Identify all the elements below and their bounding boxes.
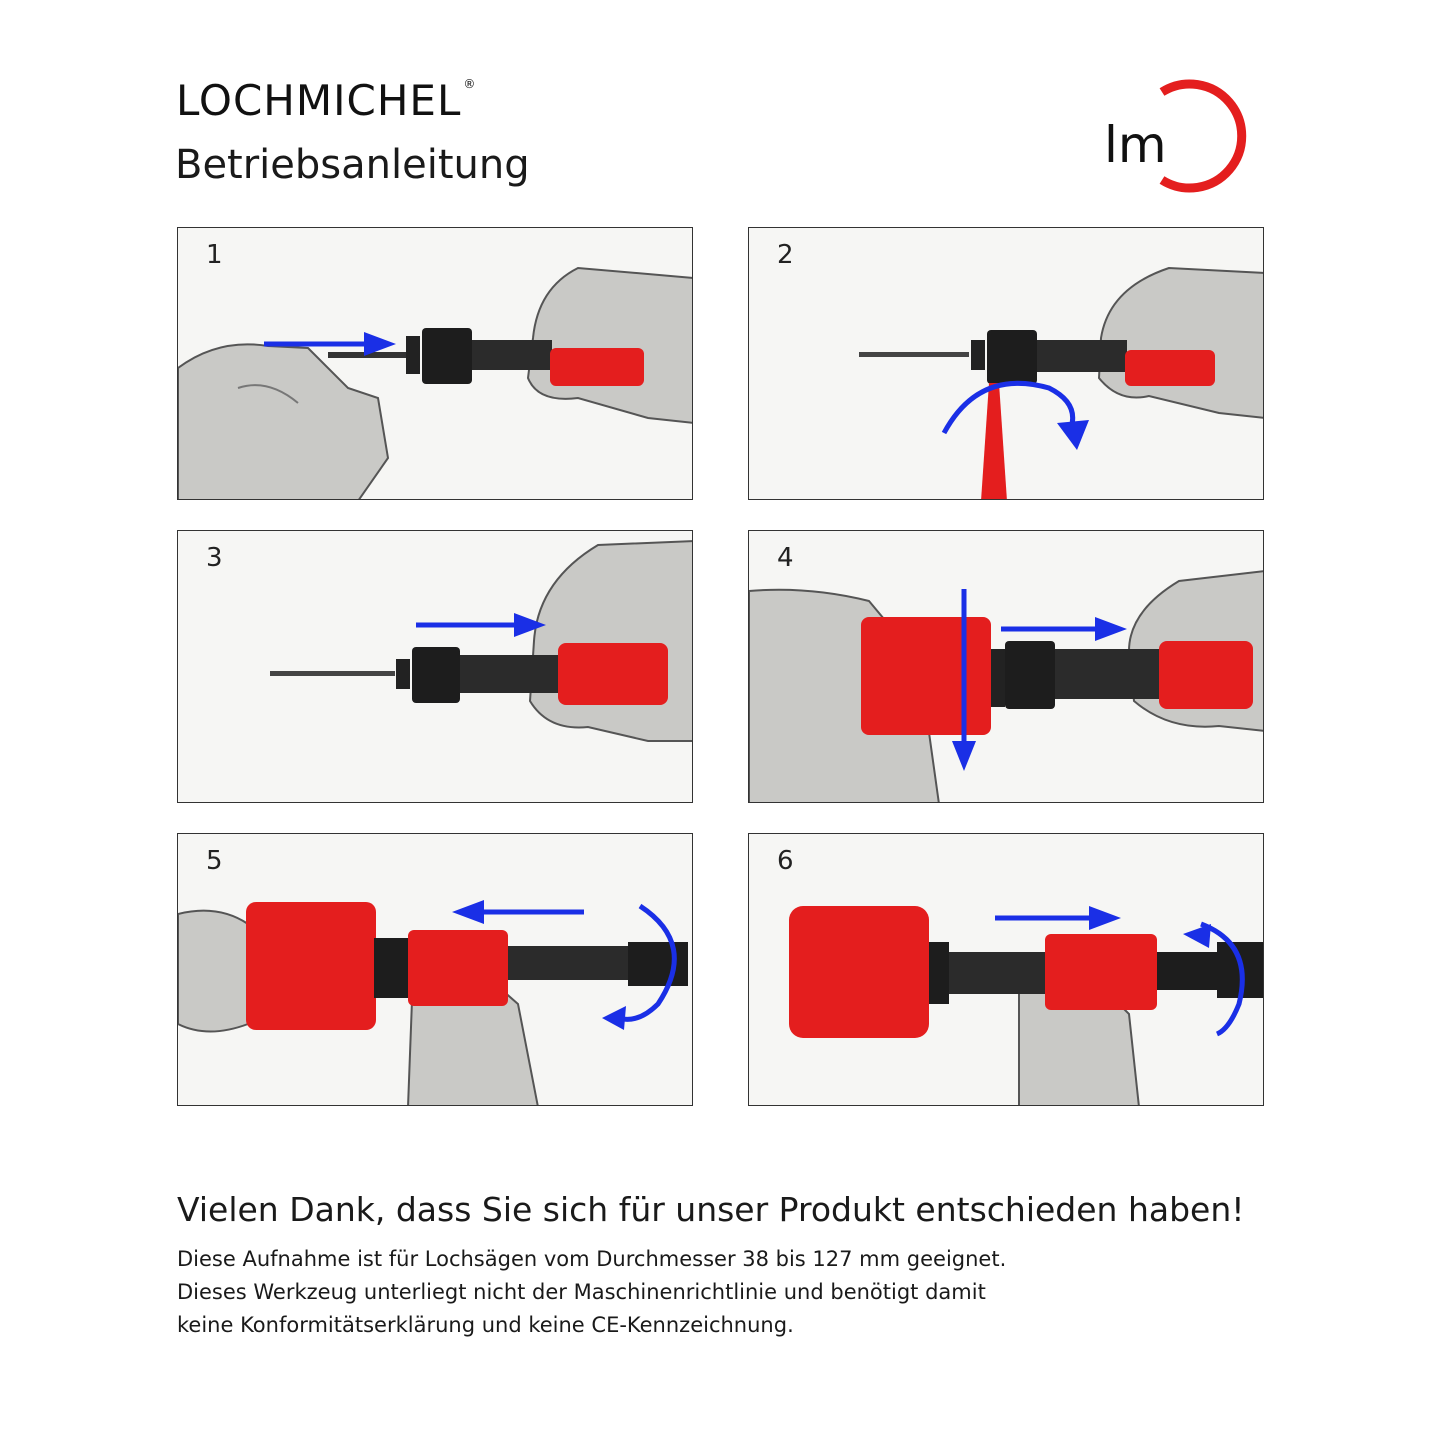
step-number: 6 [777,846,794,876]
step-panel-4 [748,530,1264,803]
brand-name: LOCHMICHEL [176,76,462,125]
registered-mark: ® [463,77,477,91]
lm-circle-logo [1100,76,1270,196]
info-line: Diese Aufnahme ist für Lochsägen vom Durchmesser 38 bis 127 mm geeignet. [177,1247,1007,1271]
info-line: keine Konformitätserklärung und keine CE-Kennzeichnung. [177,1313,794,1337]
step-illustration [178,834,693,1106]
step-panel-1 [177,227,693,500]
step-panel-5 [177,833,693,1106]
step-number: 5 [206,846,223,876]
step-number: 2 [777,240,794,270]
thank-you-heading: Vielen Dank, dass Sie sich für unser Produkt entschieden haben! [177,1190,1245,1229]
step-number: 4 [777,543,794,573]
step-number: 3 [206,543,223,573]
logo-text: lm [1104,116,1167,174]
info-line: Dieses Werkzeug unterliegt nicht der Maschinenrichtlinie und benötigt damit [177,1280,986,1304]
step-illustration [749,228,1264,500]
step-illustration [178,228,693,500]
brand-wordmark [176,76,477,125]
step-illustration [749,834,1264,1106]
page-title: Betriebsanleitung [175,142,530,188]
step-number: 1 [206,240,223,270]
step-panel-2 [748,227,1264,500]
step-panel-6 [748,833,1264,1106]
step-panel-3 [177,530,693,803]
step-illustration [178,531,693,803]
step-illustration [749,531,1264,803]
